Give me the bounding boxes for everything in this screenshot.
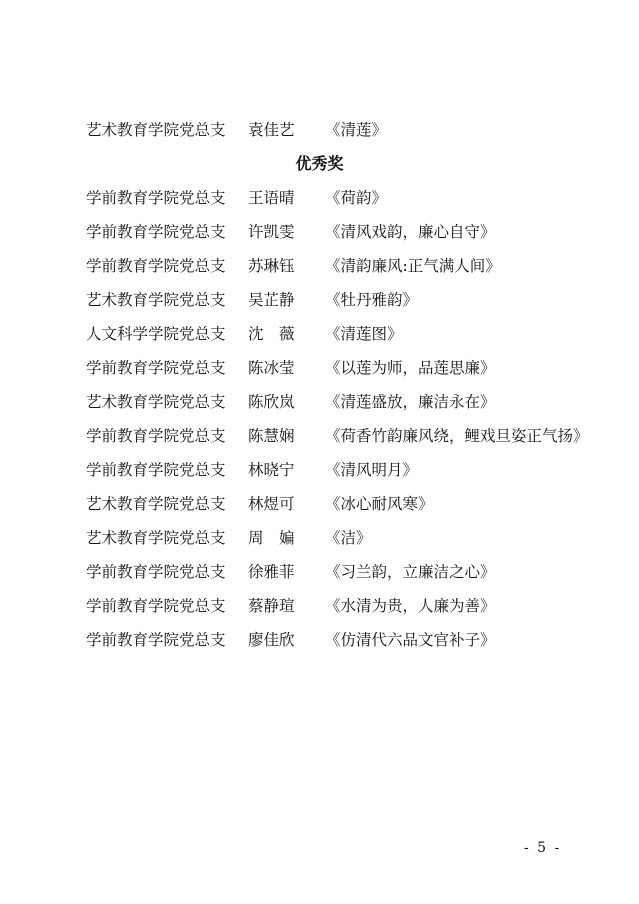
entry-work-title: 《清风戏韵，廉心自守》	[325, 223, 496, 241]
award-entry-row	[0, 422, 639, 450]
entry-department: 学前教育学院党总支	[86, 563, 226, 581]
entry-department: 艺术教育学院党总支	[86, 495, 226, 513]
entry-department: 学前教育学院党总支	[86, 461, 226, 479]
entry-department: 人文科学学院党总支	[86, 325, 226, 343]
entry-author-name: 袁佳艺	[248, 121, 295, 139]
entry-work-title: 《洁》	[325, 529, 372, 547]
entry-author-name: 苏琳钰	[248, 257, 295, 275]
entry-author-name: 沈 薇	[248, 325, 295, 343]
entry-author-name: 林晓宁	[248, 461, 295, 479]
entry-department: 学前教育学院党总支	[86, 427, 226, 445]
award-entry-row	[0, 354, 639, 382]
award-entry-row	[0, 252, 639, 280]
entry-author-name: 王语晴	[248, 189, 295, 207]
entry-author-name: 许凯雯	[248, 223, 295, 241]
entry-author-name: 吴芷静	[248, 291, 295, 309]
entry-department: 学前教育学院党总支	[86, 631, 226, 649]
entry-department: 学前教育学院党总支	[86, 257, 226, 275]
award-entry-row	[0, 626, 639, 654]
award-entry-row	[0, 456, 639, 484]
entry-author-name: 周 媥	[248, 529, 295, 547]
entry-work-title: 《荷韵》	[325, 189, 388, 207]
entry-department: 学前教育学院党总支	[86, 597, 226, 615]
entry-work-title: 《荷香竹韵廉风绕，鲤戏旦姿正气扬》	[325, 427, 589, 445]
entry-work-title: 《清莲图》	[325, 325, 403, 343]
entry-department: 艺术教育学院党总支	[86, 393, 226, 411]
entry-work-title: 《冰心耐风寒》	[325, 495, 434, 513]
page-number: - 5 -	[524, 840, 562, 856]
entry-author-name: 廖佳欣	[248, 631, 295, 649]
entry-work-title: 《习兰韵，立廉洁之心》	[325, 563, 496, 581]
entry-work-title: 《仿清代六品文官补子》	[325, 631, 496, 649]
entry-author-name: 林煜可	[248, 495, 295, 513]
entry-work-title: 《清风明月》	[325, 461, 419, 479]
award-entry-row	[0, 524, 639, 552]
award-entry-row	[0, 286, 639, 314]
section-heading: 优秀奖	[295, 154, 344, 173]
award-entry-row	[0, 184, 639, 212]
entry-department: 学前教育学院党总支	[86, 223, 226, 241]
award-entry-row	[0, 218, 639, 246]
entry-department: 学前教育学院党总支	[86, 189, 226, 207]
entry-department: 艺术教育学院党总支	[86, 121, 226, 139]
entry-department: 学前教育学院党总支	[86, 359, 226, 377]
entry-author-name: 蔡静瑄	[248, 597, 295, 615]
entry-work-title: 《水清为贵，人廉为善》	[325, 597, 496, 615]
award-entry-row	[0, 116, 639, 144]
entry-work-title: 《清韵廉风:正气满人间》	[325, 257, 501, 275]
entry-author-name: 陈欣岚	[248, 393, 295, 411]
entry-department: 艺术教育学院党总支	[86, 291, 226, 309]
entry-author-name: 陈慧娴	[248, 427, 295, 445]
entry-author-name: 徐雅菲	[248, 563, 295, 581]
award-entry-row	[0, 388, 639, 416]
entry-work-title: 《清莲盛放，廉洁永在》	[325, 393, 496, 411]
entry-work-title: 《清莲》	[325, 121, 388, 139]
entry-author-name: 陈冰莹	[248, 359, 295, 377]
entry-work-title: 《牡丹雅韵》	[325, 291, 419, 309]
award-entry-row	[0, 592, 639, 620]
entry-work-title: 《以莲为师，品莲思廉》	[325, 359, 496, 377]
award-entry-row	[0, 490, 639, 518]
entry-department: 艺术教育学院党总支	[86, 529, 226, 547]
award-entry-row	[0, 558, 639, 586]
award-entry-row	[0, 320, 639, 348]
